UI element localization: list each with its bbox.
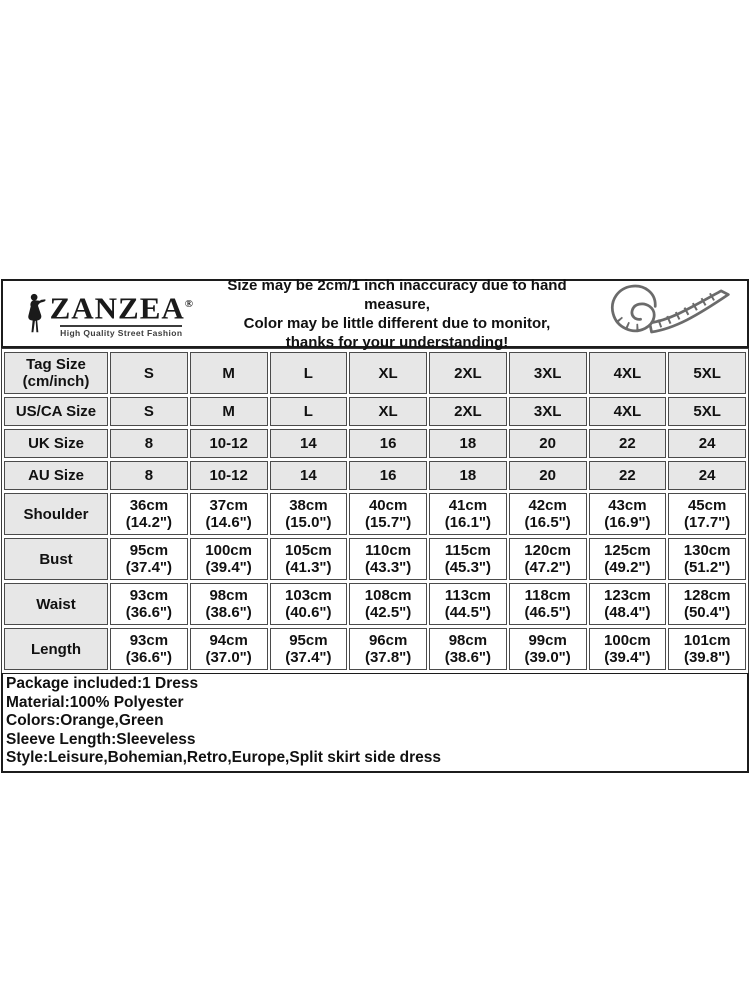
- size-cell: 38cm (15.0"): [270, 493, 348, 535]
- size-cell: 98cm (38.6"): [429, 628, 507, 670]
- size-cell: 101cm (39.8"): [668, 628, 746, 670]
- size-cell: 95cm (37.4"): [270, 628, 348, 670]
- size-cell: 95cm (37.4"): [110, 538, 188, 580]
- size-cell: XL: [349, 352, 427, 394]
- size-disclaimer-text: [193, 276, 601, 352]
- size-cell: 14: [270, 461, 348, 490]
- disclaimer-line: thanks for your understanding!: [285, 333, 509, 351]
- size-cell: 18: [429, 461, 507, 490]
- size-cell: 10-12: [190, 461, 268, 490]
- size-chart-sheet: [1, 276, 749, 773]
- size-cell: 2XL: [429, 352, 507, 394]
- size-cell: 3XL: [509, 352, 587, 394]
- size-cell: 22: [589, 429, 667, 458]
- size-cell: M: [190, 352, 268, 394]
- size-cell: 5XL: [668, 352, 746, 394]
- size-cell: 24: [668, 429, 746, 458]
- size-cell: 125cm (49.2"): [589, 538, 667, 580]
- product-info-line: Style:Leisure,Bohemian,Retro,Europe,Split skirt side dress: [6, 749, 441, 767]
- table-row: [4, 429, 746, 458]
- size-cell: 120cm (47.2"): [509, 538, 587, 580]
- size-cell: 8: [110, 461, 188, 490]
- table-row: [4, 493, 746, 535]
- woman-silhouette-icon: [25, 287, 46, 341]
- size-cell: 18: [429, 429, 507, 458]
- row-label: Shoulder: [4, 493, 108, 535]
- size-cell: 2XL: [429, 397, 507, 426]
- size-cell: S: [110, 352, 188, 394]
- size-cell: 105cm (41.3"): [270, 538, 348, 580]
- size-cell: 96cm (37.8"): [349, 628, 427, 670]
- product-info-line: Colors:Orange,Green: [6, 712, 164, 730]
- size-cell: 40cm (15.7"): [349, 493, 427, 535]
- size-cell: 22: [589, 461, 667, 490]
- row-label: Waist: [4, 583, 108, 625]
- size-cell: 8: [110, 429, 188, 458]
- size-cell: 4XL: [589, 397, 667, 426]
- product-info-line: Package included:1 Dress: [6, 675, 199, 692]
- size-cell: 20: [509, 461, 587, 490]
- size-cell: L: [270, 397, 348, 426]
- size-cell: 130cm (51.2"): [668, 538, 746, 580]
- size-cell: 20: [509, 429, 587, 458]
- product-info-box: [1, 673, 749, 773]
- size-cell: 3XL: [509, 397, 587, 426]
- brand-tagline: High Quality Street Fashion: [60, 325, 182, 338]
- size-cell: 42cm (16.5"): [509, 493, 587, 535]
- brand-name: ZANZEA®: [49, 290, 193, 326]
- row-label: Tag Size (cm/inch): [4, 352, 108, 394]
- size-cell: 98cm (38.6"): [190, 583, 268, 625]
- row-label: Length: [4, 628, 108, 670]
- size-table: [1, 348, 749, 674]
- size-cell: 16: [349, 461, 427, 490]
- disclaimer-line: Size may be 2cm/1 inch inaccuracy due to hand measure,: [227, 276, 567, 313]
- size-cell: 99cm (39.0"): [509, 628, 587, 670]
- size-cell: M: [190, 397, 268, 426]
- size-cell: 24: [668, 461, 746, 490]
- product-info-line: Material:100% Polyester: [6, 693, 184, 711]
- brand-logo: [3, 287, 193, 341]
- product-info-line: Sleeve Length:Sleeveless: [6, 730, 196, 748]
- size-cell: 113cm (44.5"): [429, 583, 507, 625]
- size-cell: 115cm (45.3"): [429, 538, 507, 580]
- size-cell: 103cm (40.6"): [270, 583, 348, 625]
- size-cell: S: [110, 397, 188, 426]
- size-cell: L: [270, 352, 348, 394]
- size-cell: 93cm (36.6"): [110, 628, 188, 670]
- size-cell: 100cm (39.4"): [589, 628, 667, 670]
- size-cell: 10-12: [190, 429, 268, 458]
- size-cell: 41cm (16.1"): [429, 493, 507, 535]
- size-cell: 123cm (48.4"): [589, 583, 667, 625]
- size-cell: 94cm (37.0"): [190, 628, 268, 670]
- size-cell: 128cm (50.4"): [668, 583, 746, 625]
- size-cell: 108cm (42.5"): [349, 583, 427, 625]
- size-cell: 45cm (17.7"): [668, 493, 746, 535]
- size-cell: 5XL: [668, 397, 746, 426]
- table-row: [4, 352, 746, 394]
- header-box: [1, 276, 749, 351]
- size-cell: 14: [270, 429, 348, 458]
- table-row: [4, 583, 746, 625]
- registered-mark: ®: [184, 298, 193, 311]
- table-row: [4, 628, 746, 670]
- table-row: [4, 397, 746, 426]
- row-label: UK Size: [4, 429, 108, 458]
- size-cell: 110cm (43.3"): [349, 538, 427, 580]
- size-cell: 118cm (46.5"): [509, 583, 587, 625]
- size-cell: 43cm (16.9"): [589, 493, 667, 535]
- size-cell: 16: [349, 429, 427, 458]
- size-cell: XL: [349, 397, 427, 426]
- size-cell: 36cm (14.2"): [110, 493, 188, 535]
- row-label: US/CA Size: [4, 397, 108, 426]
- size-cell: 4XL: [589, 352, 667, 394]
- row-label: AU Size: [4, 461, 108, 490]
- table-row: [4, 461, 746, 490]
- size-cell: 93cm (36.6"): [110, 583, 188, 625]
- tape-measure-icon: [601, 279, 747, 348]
- size-cell: 100cm (39.4"): [190, 538, 268, 580]
- size-table-body: [4, 352, 746, 670]
- row-label: Bust: [4, 538, 108, 580]
- size-cell: 37cm (14.6"): [190, 493, 268, 535]
- table-row: [4, 538, 746, 580]
- disclaimer-line: Color may be little different due to monitor,: [243, 314, 551, 332]
